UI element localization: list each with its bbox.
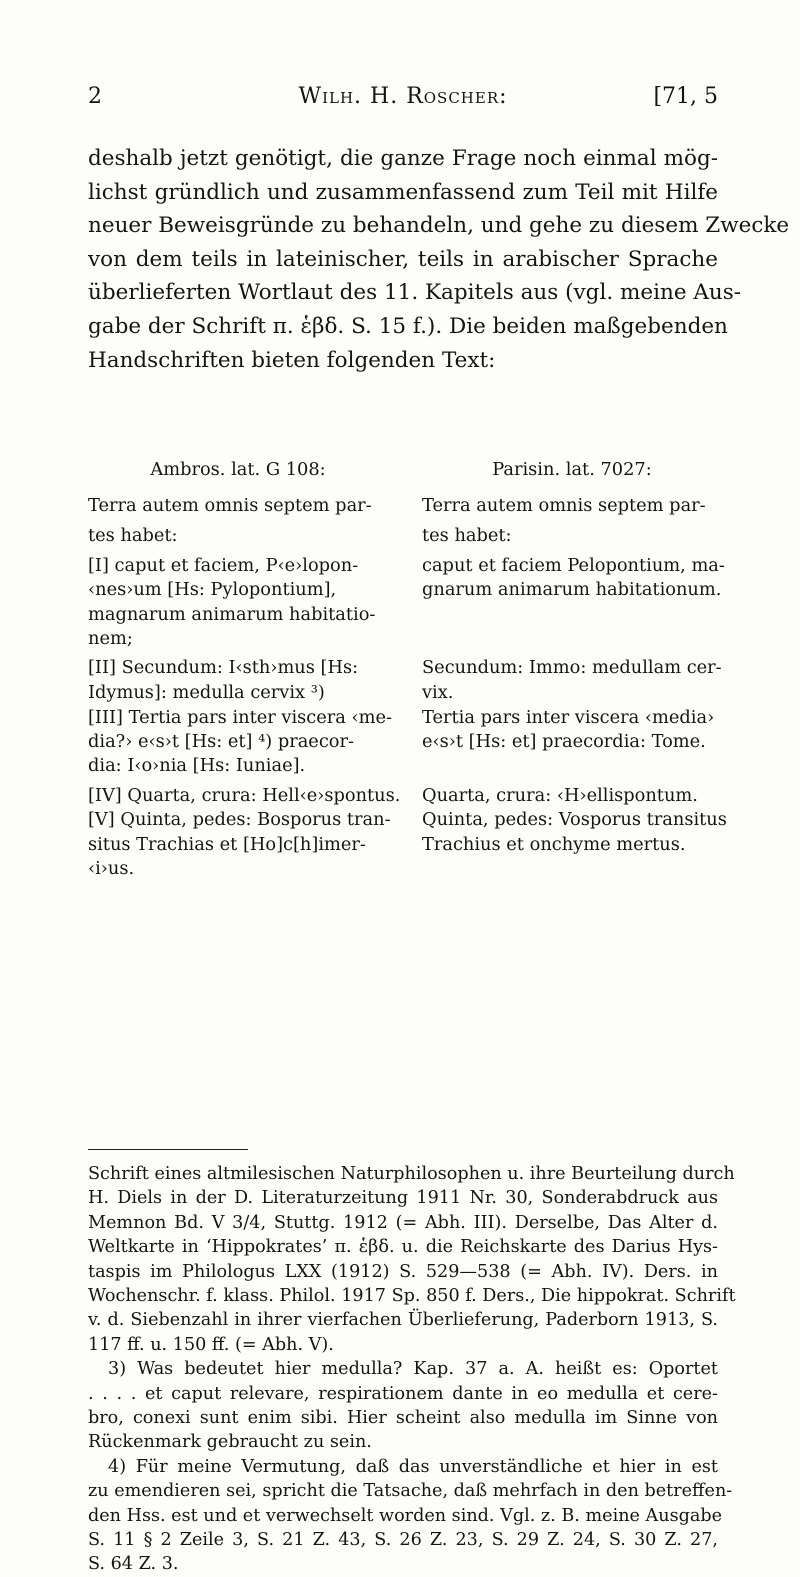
ambrosianus-line: [II] Secundum: I‹sth›mus [Hs: (88, 657, 359, 678)
ambrosianus-line: [IV] Quarta, crura: Hell‹e›spontus. (88, 785, 401, 806)
footnote-line: den Hss. est und et verwechselt worden sind. Vgl. z. B. meine Ausgabe (88, 1505, 723, 1526)
intro-line: deshalb jetzt genötigt, die ganze Frage noch einmal mög- (88, 146, 718, 171)
footnote-line: S. 64 Z. 3. (88, 1554, 179, 1575)
footnote-line: . . . . et caput relevare, respirationem dante in eo medulla et cere- (88, 1383, 718, 1404)
parisinus-heading: Parisin. lat. 7027: (492, 459, 652, 480)
parisinus-line: Secundum: Immo: medullam cer- (422, 657, 722, 678)
ambrosianus-line: tes habet: (88, 525, 178, 546)
parisinus-line: e‹s›t [Hs: et] praecordia: Tome. (422, 731, 706, 752)
footnote-line: v. d. Siebenzahl in ihrer vierfachen Überlieferung, Paderborn 1913, S. (88, 1310, 718, 1331)
footnote-line: taspis im Philologus LXX (1912) S. 529—538 (= Abh. IV). Ders. in (88, 1261, 718, 1282)
ambrosianus-line: ‹nes›um [Hs: Pylopontium], (88, 579, 337, 600)
footnote-line: Rückenmark gebraucht zu sein. (88, 1432, 372, 1453)
parisinus-line: Tertia pars inter viscera ‹media› (422, 707, 715, 728)
parisinus-line: Terra autem omnis septem par- (422, 495, 706, 516)
running-title: Wilh. H. Roscher: (298, 84, 508, 109)
footnote-line: S. 11 § 2 Zeile 3, S. 21 Z. 43, S. 26 Z. 23, S. 29 Z. 24, S. 30 Z. 27, (88, 1530, 718, 1550)
ambrosianus-line: [V] Quinta, pedes: Bosporus tran- (88, 809, 391, 830)
parisinus-line: gnarum animarum habitationum. (422, 579, 722, 600)
intro-paragraph (88, 142, 790, 377)
footnote-line: Schrift eines altmilesischen Naturphilosophen u. ihre Beurteilung durch (88, 1164, 735, 1184)
footnote-line: zu emendieren sei, spricht die Tatsache, daß mehrfach in den betreffen- (88, 1481, 733, 1502)
ambrosianus-line: Terra autem omnis septem par- (88, 495, 372, 516)
ambrosianus-heading: Ambros. lat. G 108: (150, 459, 326, 480)
intro-line: Handschriften bieten folgenden Text: (88, 347, 496, 373)
ambrosianus-line: nem; (88, 628, 133, 649)
footnote-line: Memnon Bd. V 3/4, Stuttg. 1912 (= Abh. III). Derselbe, Das Alter d. (88, 1212, 718, 1233)
page-number: 2 (88, 84, 102, 109)
parisinus-line: vix. (422, 682, 454, 703)
intro-line: von dem teils in lateinischer, teils in arabischer Sprache (88, 246, 718, 272)
footnote-line: H. Diels in der D. Literaturzeitung 1911 Nr. 30, Sonderabdruck aus (88, 1188, 718, 1209)
footnote-line: Wochenschr. f. klass. Philol. 1917 Sp. 850 f. Ders., Die hippokrat. Schrift (88, 1286, 736, 1306)
intro-line: überlieferten Wortlaut des 11. Kapitels aus (vgl. meine Aus- (88, 280, 742, 306)
footnote-line: 4) Für meine Vermutung, daß das unverständliche et hier in est (108, 1456, 718, 1477)
ambrosianus-line: magnarum animarum habitatio- (88, 604, 376, 625)
parisinus-line: Trachius et onchyme mertus. (422, 834, 686, 855)
footnote-line: bro, conexi sunt enim sibi. Hier scheint also medulla im Sinne von (88, 1408, 718, 1428)
intro-line: neuer Beweisgründe zu behandeln, und gehe zu diesem Zwecke (88, 213, 790, 239)
ambrosianus-line: [III] Tertia pars inter viscera ‹me- (88, 707, 392, 728)
page-header (88, 84, 718, 118)
ambrosianus-line: dia: I‹o›nia [Hs: Iuniae]. (88, 755, 306, 776)
parisinus-line: tes habet: (422, 525, 512, 546)
ambrosianus-line: Idymus]: medulla cervix ³) (88, 682, 325, 703)
ambrosianus-line: situs Trachias et [Ho]c[h]imer- (88, 834, 366, 855)
intro-line: gabe der Schrift π. ἑβδ. S. 15 f.). Die beiden maßgebenden (88, 313, 728, 339)
parisinus-line: caput et faciem Pelopontium, ma- (422, 555, 725, 576)
footnote-line: 117 ff. u. 150 ff. (= Abh. V). (88, 1334, 334, 1355)
parisinus-line: Quarta, crura: ‹H›ellispontum. (422, 785, 698, 806)
footnote-rule (88, 1149, 248, 1150)
parisinus-line: Quinta, pedes: Vosporus transitus (422, 809, 727, 830)
footnote-line: 3) Was bedeutet hier medulla? Kap. 37 a. A. heißt es: Oportet (108, 1359, 718, 1380)
ambrosianus-line: dia?› e‹s›t [Hs: et] ⁴) praecor- (88, 731, 354, 752)
footnote-line: Weltkarte in ‘Hippokrates’ π. ἑβδ. u. die Reichskarte des Darius Hys- (88, 1237, 718, 1258)
section-reference: [71, 5 (653, 84, 718, 109)
ambrosianus-line: ‹i›us. (88, 858, 135, 879)
intro-line: lichst gründlich und zusammenfassend zum Teil mit Hilfe (88, 179, 718, 205)
ambrosianus-line: [I] caput et faciem, P‹e›lopon- (88, 555, 359, 576)
